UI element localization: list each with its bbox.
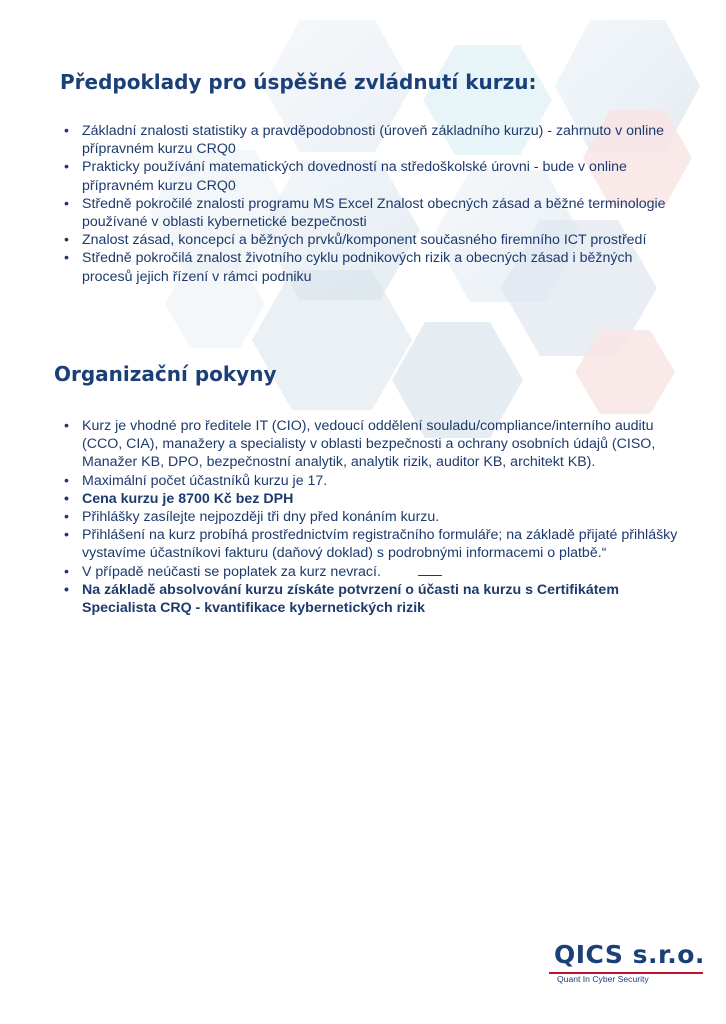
list-item: • Znalost zásad, koncepcí a běžných prvků/komponent současného firemního ICT prostředí bbox=[82, 231, 682, 249]
list-item: • Maximální počet účastníků kurzu je 17. bbox=[82, 472, 682, 490]
list-item-certificate: • Na základě absolvování kurzu získáte potvrzení o účasti na kurzu s Certifikátem Specialista CRQ - kvantifikace kybernetických rizik bbox=[82, 581, 682, 617]
section-heading-organization: Organizační pokyny bbox=[54, 362, 277, 386]
company-logo bbox=[549, 940, 705, 986]
divider bbox=[418, 575, 442, 576]
list-item-price: • Cena kurzu je 8700 Kč bez DPH bbox=[82, 490, 682, 508]
prerequisites-list bbox=[82, 122, 682, 286]
list-item: • Prakticky používání matematických dovedností na středoškolské úrovni - bude v online přípravném kurzu CRQ0 bbox=[82, 158, 682, 194]
list-item: • Přihlášky zasílejte nejpozději tři dny před konáním kurzu. bbox=[82, 508, 682, 526]
list-item: • Přihlášení na kurz probíhá prostřednictvím registračního formuláře; na základě přijaté přihlášky vystavíme účastníkovi fakturu (daňový doklad) s podrobnými informacemi o platbě.“ bbox=[82, 526, 682, 562]
organization-list bbox=[82, 417, 682, 617]
list-item: • Kurz je vhodné pro ředitele IT (CIO), vedoucí oddělení souladu/compliance/interního auditu (CCO, CIA), manažery a specialisty v oblasti bezpečnosti a ochrany osobních údajů (CISO, Manažer KB, DPO, bezpečnostní analytik, analytik rizik, auditor KB, architekt KB). bbox=[82, 417, 682, 472]
logo-name: QICS s.r.o. bbox=[554, 940, 705, 969]
list-item: • Středně pokročilá znalost životního cyklu podnikových rizik a obecných zásad i běžných procesů jejich řízení v rámci podniku bbox=[82, 249, 682, 285]
list-item: • V případě neúčasti se poplatek za kurz nevrací. bbox=[82, 563, 682, 581]
section-heading-prerequisites: Předpoklady pro úspěšné zvládnutí kurzu: bbox=[60, 70, 537, 94]
logo-tagline: Quant In Cyber Security bbox=[557, 974, 649, 984]
list-item: • Základní znalosti statistiky a pravděpodobnosti (úroveň základního kurzu) - zahrnuto v online přípravném kurzu CRQ0 bbox=[82, 122, 682, 158]
list-item: • Středně pokročilé znalosti programu MS Excel Znalost obecných zásad a běžné terminologie používané v oblasti kybernetické bezpečnosti bbox=[82, 195, 682, 231]
